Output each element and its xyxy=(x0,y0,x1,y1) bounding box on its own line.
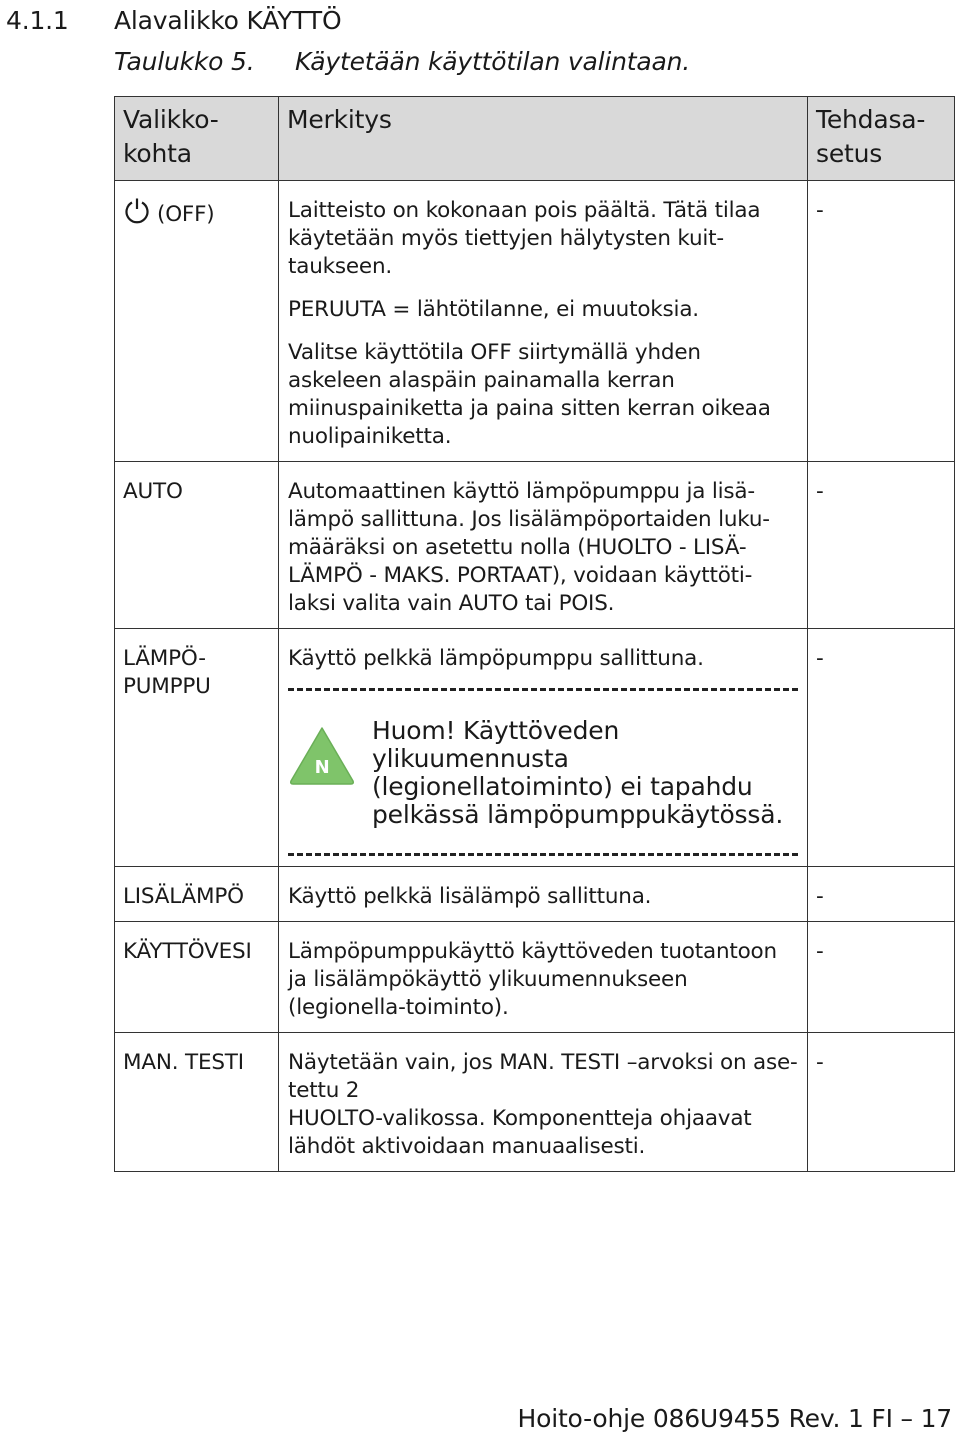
meaning-paragraph: Lämpöpumppukäyttö käyttöveden tuotantoon ja lisälämpökäyttö ylikuumennukseen (legionella-toiminto). xyxy=(288,939,777,1020)
header-default xyxy=(808,97,955,181)
menu-table xyxy=(114,96,955,1172)
row-default: - xyxy=(808,922,955,1033)
note-box xyxy=(288,688,799,856)
note-letter: N xyxy=(314,757,330,778)
row-meaning xyxy=(279,867,808,922)
meaning-paragraph: PERUUTA = lähtötilanne, ei muutoksia. xyxy=(288,297,699,322)
header-item-label: Valikko- kohta xyxy=(123,105,219,168)
header-item xyxy=(115,97,279,181)
meaning-paragraph: Laitteisto on kokonaan pois päältä. Tätä tilaa käytetään myös tiettyjen hälytysten kuit-taukseen. xyxy=(288,198,761,279)
row-item: MAN. TESTI xyxy=(115,1033,279,1172)
power-icon xyxy=(123,197,151,233)
row-meaning xyxy=(279,922,808,1033)
section-title: Alavalikko KÄYTTÖ xyxy=(114,6,342,35)
row-meaning xyxy=(279,1033,808,1172)
table-row xyxy=(115,181,955,462)
row-item xyxy=(115,629,279,867)
note-divider-bottom xyxy=(288,853,798,856)
meaning-paragraph: Käyttö pelkkä lisälämpö sallittuna. xyxy=(288,884,652,909)
note-text: Huom! Käyttöveden ylikuumennusta (legionellatoiminto) ei tapahdu pelkässä lämpöpumppukäytössä. xyxy=(372,716,784,829)
meaning-paragraph: Automaattinen käyttö lämpöpumppu ja lisä-lämpö sallittuna. Jos lisälämpöportaiden luku-määräksi on asetettu nolla (HUOLTO - LISÄ-LÄMPÖ - MAKS. PORTAAT), voidaan käyttöti-laksi valita vain AUTO tai POIS. xyxy=(288,479,770,616)
row-item: KÄYTTÖVESI xyxy=(115,922,279,1033)
table-row xyxy=(115,629,955,867)
header-meaning xyxy=(279,97,808,181)
row-meaning xyxy=(279,629,808,867)
caption-text: Käytetään käyttötilan valintaan. xyxy=(295,47,691,76)
row-default: - xyxy=(808,1033,955,1172)
row-item: LISÄLÄMPÖ xyxy=(115,867,279,922)
note-divider-top xyxy=(288,688,798,691)
item-label: LÄMPÖ- PUMPPU xyxy=(123,646,211,699)
row-meaning xyxy=(279,462,808,629)
row-default: - xyxy=(808,629,955,867)
row-item xyxy=(115,181,279,462)
header-meaning-label: Merkitys xyxy=(287,105,392,134)
table-row xyxy=(115,462,955,629)
item-label: (OFF) xyxy=(157,202,215,227)
meaning-paragraph: Valitse käyttötila OFF siirtymällä yhden askeleen alaspäin painamalla kerran miinuspainiketta ja paina sitten kerran oikeaa nuolipainiketta. xyxy=(288,340,771,449)
row-default: - xyxy=(808,867,955,922)
caption-label: Taulukko 5. xyxy=(114,47,255,76)
section-heading xyxy=(6,4,341,38)
row-item: AUTO xyxy=(115,462,279,629)
header-default-label: Tehdasa- setus xyxy=(816,105,926,168)
table-caption xyxy=(114,45,690,79)
meaning-paragraph: Näytetään vain, jos MAN. TESTI –arvoksi on ase-tettu 2 HUOLTO-valikossa. Komponentteja ohjaavat lähdöt aktivoidaan manuaalisesti. xyxy=(288,1050,798,1159)
page-footer: Hoito-ohje 086U9455 Rev. 1 FI – 17 xyxy=(517,1404,952,1433)
row-meaning xyxy=(279,181,808,462)
table-row xyxy=(115,922,955,1033)
table-row xyxy=(115,867,955,922)
note-body xyxy=(288,717,799,829)
note-n-icon xyxy=(288,725,356,787)
row-default: - xyxy=(808,181,955,462)
section-number: 4.1.1 xyxy=(6,6,69,35)
table-row xyxy=(115,1033,955,1172)
row-default: - xyxy=(808,462,955,629)
meaning-paragraph: Käyttö pelkkä lämpöpumppu sallittuna. xyxy=(288,646,704,671)
